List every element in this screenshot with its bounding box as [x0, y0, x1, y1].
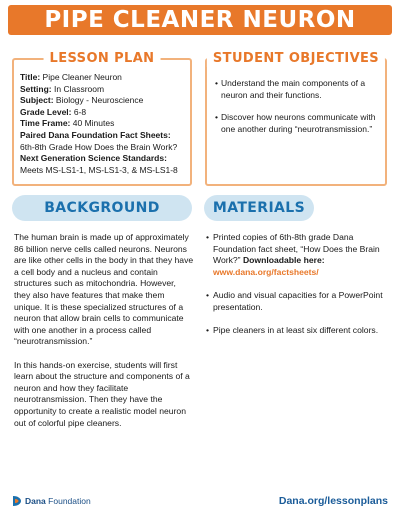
footer-url[interactable]: Dana.org/lessonplans	[278, 495, 388, 507]
lesson-plan-item: Subject: Biology - Neuroscience	[20, 95, 144, 106]
brand-name: Dana Foundation	[25, 496, 91, 506]
lesson-plan-item: Time Frame: 40 Minutes	[20, 118, 115, 129]
background-heading: BACKGROUND	[44, 200, 160, 216]
background-text	[14, 232, 194, 441]
materials-heading: MATERIALS	[212, 200, 306, 216]
materials-item: • Pipe cleaners in at least six different colors.	[206, 325, 390, 337]
download-label: Downloadable here:	[242, 255, 325, 266]
dana-logo-icon	[12, 495, 22, 507]
lesson-plan-item: Grade Level: 6-8	[20, 106, 87, 117]
background-paragraph: In this hands-on exercise, students will first learn about the structure and components of a neuron and how they facilitate neurotransmission. Then they have the opportunity to create a realistic model neuron out of colorful pipe cleaners.	[14, 359, 190, 428]
objectives-list	[215, 78, 379, 146]
lesson-plan-list	[20, 72, 186, 176]
background-heading-pill	[12, 195, 192, 221]
background-paragraph: The human brain is made up of approximately 86 billion nerve cells called neurons. Neurons are like other cells in the body in that they have a cell body and a nucleus and contain structures such as mitochondria. However, they also have features that make them unique. It is these specialized structures of a neuron that allow brain cells to communicate with one another in a process called “neurotransmission.”	[14, 232, 194, 347]
objective-item: • Discover how neurons communicate with one another during “neurotransmission.”	[215, 112, 379, 135]
lesson-plan-item: Setting: In Classroom	[20, 83, 105, 94]
lesson-plan-item: Next Generation Science Standards:	[20, 153, 167, 164]
title-banner	[8, 5, 392, 35]
lesson-plan-item: Paired Dana Foundation Fact Sheets:	[20, 129, 171, 140]
dana-foundation-logo	[12, 495, 91, 507]
materials-item: • Audio and visual capacities for a PowerPoint presentation.	[206, 290, 390, 313]
lesson-plan-item: Title: Pipe Cleaner Neuron	[20, 72, 122, 82]
page-title: PIPE CLEANER NEURON	[44, 6, 356, 33]
factsheets-link[interactable]: www.dana.org/factsheets/	[213, 266, 319, 277]
objective-item: • Understand the main components of a neuron and their functions.	[215, 78, 379, 101]
lesson-plan-item: Meets MS-LS1-1, MS-LS1-3, & MS-LS1-8	[20, 164, 178, 175]
student-objectives-heading: STUDENT OBJECTIVES	[207, 51, 385, 67]
materials-heading-pill	[204, 195, 314, 221]
lesson-plan-heading: LESSON PLAN	[44, 51, 161, 67]
lesson-plan-box	[12, 51, 192, 186]
materials-list	[206, 232, 390, 348]
student-objectives-box	[205, 51, 387, 186]
lesson-plan-item: 6th-8th Grade How Does the Brain Work?	[20, 141, 178, 152]
materials-item: • Printed copies of 6th-8th grade Dana Foundation fact sheet, “How Does the Brain Work?” Downloadable here: www.dana.org/factsheets/	[206, 232, 390, 278]
